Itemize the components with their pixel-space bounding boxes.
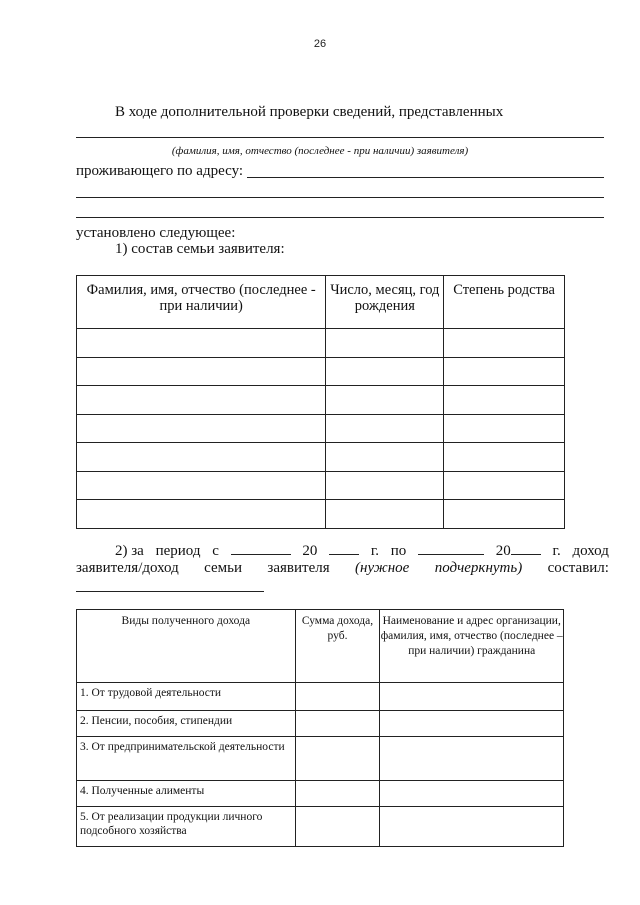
header-income-type: Виды полученного дохода bbox=[77, 610, 296, 683]
income-type-label: 2. Пенсии, пособия, стипендии bbox=[80, 715, 233, 727]
income-type-cell bbox=[77, 781, 296, 807]
income-type-cell bbox=[77, 737, 296, 781]
income-table-row bbox=[77, 781, 564, 807]
section2-line2 bbox=[76, 560, 609, 577]
period-from-year-field[interactable] bbox=[329, 541, 359, 555]
income-table-row bbox=[77, 683, 564, 711]
section2-word: заявителя/доход bbox=[76, 560, 179, 576]
family-table-row bbox=[77, 471, 565, 500]
period-to-field[interactable] bbox=[418, 541, 484, 555]
relation-cell[interactable] bbox=[444, 471, 565, 500]
income-table-row bbox=[77, 737, 564, 781]
section2-word: г. bbox=[370, 543, 380, 559]
income-sum-cell[interactable] bbox=[295, 781, 380, 807]
header-birthdate: Число, месяц, год рождения bbox=[326, 276, 444, 329]
income-total-line[interactable] bbox=[76, 591, 264, 592]
header-income-source: Наименование и адрес организации, фамилия, имя, отчество (последнее – при наличии) гражданина bbox=[380, 610, 564, 683]
header-income-sum: Сумма дохода, руб. bbox=[295, 610, 380, 683]
birthdate-cell[interactable] bbox=[326, 386, 444, 415]
birthdate-cell[interactable] bbox=[326, 414, 444, 443]
income-source-cell[interactable] bbox=[380, 711, 564, 737]
income-sum-cell[interactable] bbox=[295, 683, 380, 711]
income-table bbox=[76, 609, 564, 847]
address-label: проживающего по адресу: bbox=[76, 163, 244, 179]
income-type-label: 1. От трудовой деятельности bbox=[80, 687, 222, 699]
section2-word: г. bbox=[552, 543, 561, 559]
fio-cell[interactable] bbox=[77, 386, 326, 415]
income-type-cell bbox=[77, 683, 296, 711]
birthdate-cell[interactable] bbox=[326, 329, 444, 358]
family-table-row bbox=[77, 386, 565, 415]
section2-word: период bbox=[155, 543, 201, 559]
section1-label: 1) состав семьи заявителя: bbox=[115, 241, 285, 257]
section2-word: заявителя bbox=[267, 560, 330, 576]
fio-cell[interactable] bbox=[77, 329, 326, 358]
birthdate-cell[interactable] bbox=[326, 500, 444, 529]
family-table-row bbox=[77, 357, 565, 386]
birthdate-cell[interactable] bbox=[326, 443, 444, 472]
section2-word: составил: bbox=[547, 560, 609, 576]
income-type-label: 3. От предпринимательской деятельности bbox=[80, 741, 285, 753]
family-table-header bbox=[77, 276, 565, 329]
income-source-cell[interactable] bbox=[380, 737, 564, 781]
period-from-field[interactable] bbox=[231, 541, 291, 555]
address-line[interactable] bbox=[247, 177, 604, 178]
family-table-row bbox=[77, 414, 565, 443]
income-table-row bbox=[77, 711, 564, 737]
income-table-row bbox=[77, 807, 564, 847]
fio-cell[interactable] bbox=[77, 414, 326, 443]
applicant-caption: (фамилия, имя, отчество (последнее - при наличии) заявителя) bbox=[171, 145, 469, 157]
header-relation: Степень родства bbox=[444, 276, 565, 329]
relation-cell[interactable] bbox=[444, 386, 565, 415]
income-type-label: 4. Полученные алименты bbox=[80, 785, 205, 797]
income-sum-cell[interactable] bbox=[295, 737, 380, 781]
relation-cell[interactable] bbox=[444, 414, 565, 443]
established-text: установлено следующее: bbox=[76, 225, 236, 241]
period-to-year-field[interactable] bbox=[511, 541, 541, 555]
income-source-cell[interactable] bbox=[380, 781, 564, 807]
relation-cell[interactable] bbox=[444, 329, 565, 358]
section2-word: по bbox=[390, 543, 407, 559]
family-table-row bbox=[77, 500, 565, 529]
section2-line1 bbox=[76, 541, 609, 560]
birthdate-cell[interactable] bbox=[326, 471, 444, 500]
relation-cell[interactable] bbox=[444, 357, 565, 386]
section2-word: 20 bbox=[496, 541, 541, 560]
section2-word: 2) за bbox=[115, 543, 144, 559]
income-table-header bbox=[77, 610, 564, 683]
income-sum-cell[interactable] bbox=[295, 807, 380, 847]
header-fio: Фамилия, имя, отчество (последнее - при наличии) bbox=[77, 276, 326, 329]
fio-cell[interactable] bbox=[77, 443, 326, 472]
family-table-row bbox=[77, 329, 565, 358]
relation-cell[interactable] bbox=[444, 443, 565, 472]
intro-text: В ходе дополнительной проверки сведений, представленных bbox=[115, 104, 504, 120]
fio-cell[interactable] bbox=[77, 500, 326, 529]
income-type-cell bbox=[77, 807, 296, 847]
family-table-row bbox=[77, 443, 565, 472]
section2-word: семьи bbox=[204, 560, 243, 576]
relation-cell[interactable] bbox=[444, 500, 565, 529]
birthdate-cell[interactable] bbox=[326, 357, 444, 386]
section2-word: подчеркнуть) bbox=[434, 560, 523, 576]
income-type-cell bbox=[77, 711, 296, 737]
section2-word: доход bbox=[572, 543, 609, 559]
address-line-2[interactable] bbox=[76, 197, 604, 198]
fio-cell[interactable] bbox=[77, 471, 326, 500]
section2-word: с bbox=[212, 543, 219, 559]
income-source-cell[interactable] bbox=[380, 807, 564, 847]
section2-word: 20 bbox=[302, 543, 318, 559]
applicant-name-line[interactable] bbox=[76, 137, 604, 138]
income-sum-cell[interactable] bbox=[295, 711, 380, 737]
page-number: 26 bbox=[313, 38, 327, 50]
address-line-3[interactable] bbox=[76, 217, 604, 218]
section2-word: (нужное bbox=[355, 560, 410, 576]
fio-cell[interactable] bbox=[77, 357, 326, 386]
income-type-label: 5. От реализации продукции личного подсобного хозяйства bbox=[80, 811, 263, 837]
income-source-cell[interactable] bbox=[380, 683, 564, 711]
family-table bbox=[76, 275, 565, 529]
